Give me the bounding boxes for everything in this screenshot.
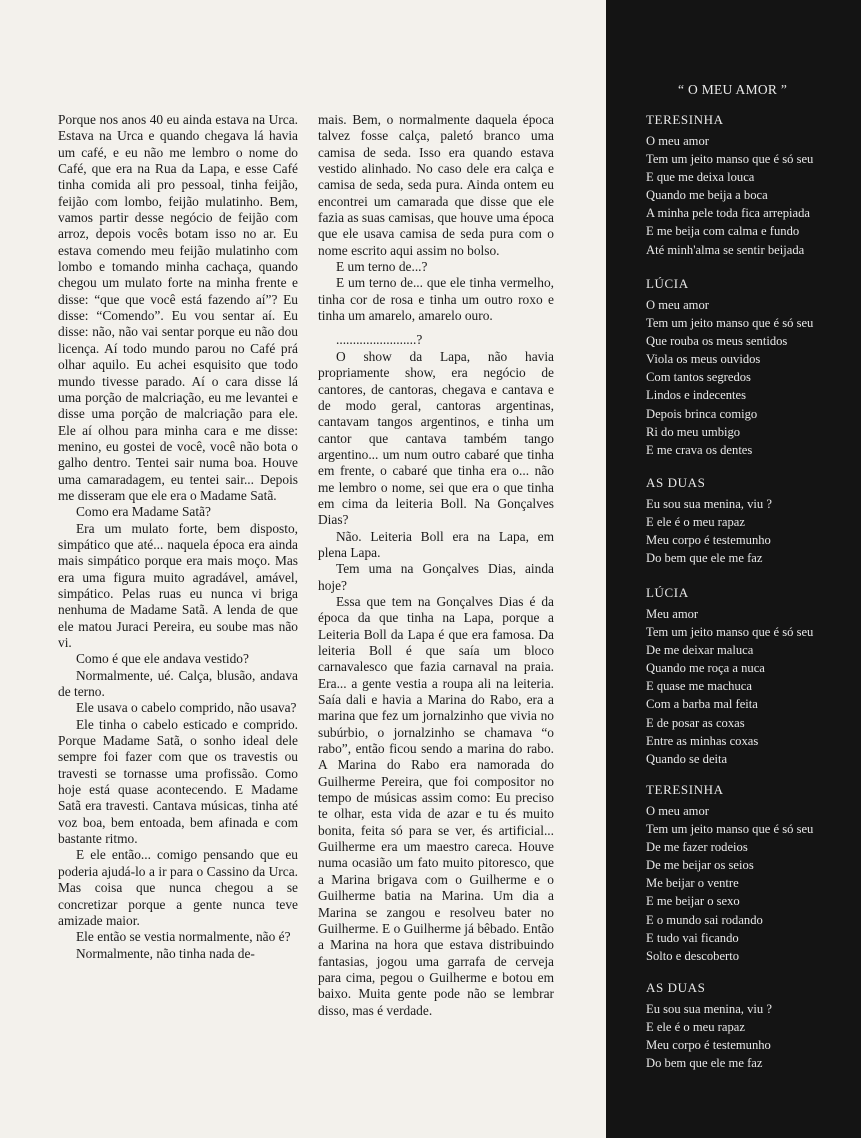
lyric-line: E o mundo sai rodando <box>646 912 763 927</box>
lyric-line: Do bem que ele me faz <box>646 551 763 566</box>
paragraph: E um terno de... que ele tinha vermelho, tinha cor de rosa e tinha um outro roxo e tinha um amarelo, amarelo ouro. <box>318 275 554 324</box>
article-column-middle <box>318 112 554 1019</box>
paragraph: mais. Bem, o normalmente daquela época talvez fosse calça, paletó branco uma camisa de seda. Isso era quando estava vestido alinhado. No caso dele era calça e camisa de seda, seda pura. Ainda ontem eu encontrei um camarada que disse que ele fazia as suas camisas, que houve uma época que ele usava camisa de seda pura com o nome escrito aqui assim no bolso. <box>318 112 554 258</box>
lyric-line: De me fazer rodeios <box>646 840 748 855</box>
paragraph: ........................? <box>336 332 423 348</box>
paragraph: Como era Madame Satã? <box>76 504 211 520</box>
lyric-line: Até minh'alma se sentir beijada <box>646 242 805 257</box>
paragraph: Normalmente, não tinha nada de- <box>76 945 255 961</box>
lyric-line: E me beijar o sexo <box>646 894 740 909</box>
stanza <box>646 585 858 768</box>
stanza <box>646 475 858 567</box>
lyric-line: Tem um jeito manso que é só seu <box>646 152 814 167</box>
paragraph: Ele usava o cabelo comprido, não usava? <box>76 700 297 716</box>
lyric-line: E tudo vai ficando <box>646 930 739 945</box>
lyric-line: Que rouba os meus sentidos <box>646 334 788 349</box>
lyric-line: Quando se deita <box>646 751 728 766</box>
lyric-line: E ele é o meu rapaz <box>646 1020 745 1035</box>
lyric-line: O meu amor <box>646 134 709 148</box>
lyric-line: Do bem que ele me faz <box>646 1056 763 1071</box>
singer-name: TERESINHA <box>646 112 724 127</box>
singer-name: LÚCIA <box>646 276 689 291</box>
lyric-line: E quase me machuca <box>646 679 752 694</box>
lyric-line: Ri do meu umbigo <box>646 424 741 439</box>
lyric-line: Meu corpo é testemunho <box>646 1038 771 1053</box>
lyric-line: Tem um jeito manso que é só seu <box>646 822 814 837</box>
paragraph: E ele então... comigo pensando que eu poderia ajudá-lo a ir para o Cassino da Urca. Mas coisa que nunca chegou a se concretizar porque a gente nunca teve amizade maior. <box>58 847 298 928</box>
lyric-line: E me crava os dentes <box>646 442 753 457</box>
lyric-line: Depois brinca comigo <box>646 406 758 421</box>
stanza <box>646 112 858 259</box>
stanza <box>646 276 858 459</box>
stanza <box>646 782 858 965</box>
lyric-line: Quando me beija a boca <box>646 188 768 203</box>
lyric-line: E ele é o meu rapaz <box>646 515 745 530</box>
paragraph: Ele tinha o cabelo esticado e comprido. Porque Madame Satã, o sonho ideal dele sempre foi fazer com que os travestis ou travesti se tornasse uma profissão. Como hoje está quase acontecendo. E Madame Satã era travesti. Cantava músicas, tinha até voz boa, bem entoada, bem afinada e com bastante ritmo. <box>58 716 298 847</box>
singer-name: AS DUAS <box>646 475 706 490</box>
lyric-line: Com a barba mal feita <box>646 697 758 712</box>
lyric-line: Meu amor <box>646 607 699 621</box>
lyric-line: Me beijar o ventre <box>646 876 739 891</box>
singer-name: TERESINHA <box>646 782 724 797</box>
lyric-line: Tem um jeito manso que é só seu <box>646 625 814 640</box>
lyric-line: Meu corpo é testemunho <box>646 533 771 548</box>
lyric-line: E me beija com calma e fundo <box>646 224 800 239</box>
lyric-line: A minha pele toda fica arrepiada <box>646 206 810 221</box>
lyric-line: Eu sou sua menina, viu ? <box>646 1002 772 1016</box>
lyric-line: Com tantos segredos <box>646 370 751 385</box>
paragraph: Tem uma na Gonçalves Dias, ainda hoje? <box>318 561 554 593</box>
paragraph: Porque nos anos 40 eu ainda estava na Urca. Estava na Urca e quando chegava lá havia um café, e eu não me lembro o nome do Café, que era na Rua da Lapa, e esse Café tinha comida ali pro pessoal, tinha feijão, feijão com lombo, feijão mulatinho. Bem, vamos partir desse negócio de feijão com arroz, depois vocês botam isso no ar. Eu estava comendo meu feijão mulatinho com lombo e tomando minha cachaça, quando chegou um mulato forte na minha frente e disse: “que que você está fazendo aí”? Eu disse: “Comendo”. Eu vou sentar aí. Eu disse: não, não vai sentar porque eu não dou licença. Aí todo mundo parou no Café prá olhar aquilo. Eu achei esquisito que todo mundo tivesse parado. Aí o cara disse lá uma porção de malcriação, eu me levantei e disse uma porção de malcriação para ele. Ele aí olhou para minha cara e me disse: menino, eu gostei de você, você não bota o galho dentro. Tentei sair numa boa. Houve uma camaradagem, eu tentei sair... Depois me disseram que ele era o Madame Satã. <box>58 112 298 503</box>
paragraph: Era um mulato forte, bem disposto, simpático que até... naquela época era ainda mais simpático porque era mais moço. Mas era uma figura muito agradável, amável, simpático. Pelas ruas eu nunca vi briga nenhuma de Madame Satã. A lenda de que ele matou Juraci Pereira, eu soube mas não vi. <box>58 520 298 650</box>
song-title: “ O MEU AMOR ” <box>678 82 788 97</box>
paragraph: Essa que tem na Gonçalves Dias é da época da que tinha na Lapa, porque a Leiteria Boll da Lapa é que era famosa. Da leiteria Boll é que saía um bloco carnavalesco que fazia carnaval na praia. Era... a gente vestia a roupa ali na leiteria. Saía dali e havia a Marina do Rabo, era a marina que fez um jornalzinho que vivia no subúrbio, o jornalzinho se chamava “o rabo”, então ficou sendo a marina do rabo. A Marina do Rabo era namorada do Guilherme Pereira, que foi compositor no tempo de músicas assim como: Eu preciso te olhar, esta vida de azar e tu és muito bonita, feita só para se ver, és artificial... Guilherme era um maestro careca. Houve numa ocasião um fato muito pitoresco, que a Marina brigava com o Guilherme e o Guilherme batia na Marina. Um dia a Marina se zangou e resolveu bater no Guilherme. E o Guilherme já bêbado. Então a Marina na hora que estava distribuindo fantasias, jogou uma garrafa de cerveja para cima, pegou o Guilherme e botou em baixo. Muita gente pode não se lembrar disso, mas é verdade. <box>318 593 554 1018</box>
paragraph: E um terno de...? <box>336 259 428 275</box>
paragraph: Ele então se vestia normalmente, não é? <box>76 929 291 945</box>
lyric-line: E que me deixa louca <box>646 170 755 185</box>
lyric-line: Tem um jeito manso que é só seu <box>646 316 814 331</box>
lyric-line: E de posar as coxas <box>646 715 745 730</box>
lyric-line: Quando me roça a nuca <box>646 661 765 676</box>
stanza <box>646 980 858 1072</box>
song-lyrics-panel <box>606 0 861 1138</box>
paragraph: Normalmente, ué. Calça, blusão, andava de terno. <box>58 667 298 700</box>
paragraph: O show da Lapa, não havia propriamente show, era negócio de cantores, de cantoras, chegava e cantava e de modo geral, cantoras argentinas, cantavam tangos argentinos, e tinha um cantor que cantava também tango argentino... um num outro cabaré que tinha em frente, o cabaré que tinha era o... não me lembro o nome, sei que era o que tinha em cima da leiteria Boll. Na Gonçalves Dias? <box>318 348 554 528</box>
lyric-line: Entre as minhas coxas <box>646 733 759 748</box>
lyric-line: De me beijar os seios <box>646 858 754 873</box>
lyric-line: Lindos e indecentes <box>646 388 747 403</box>
lyric-line: O meu amor <box>646 298 709 312</box>
lyric-line: Solto e descoberto <box>646 948 740 963</box>
lyric-line: De me deixar maluca <box>646 643 754 658</box>
paragraph: Não. Leiteria Boll era na Lapa, em plena Lapa. <box>318 528 554 560</box>
paragraph: Como é que ele andava vestido? <box>76 651 249 667</box>
singer-name: LÚCIA <box>646 585 689 600</box>
lyric-line: Eu sou sua menina, viu ? <box>646 497 772 511</box>
article-column-left <box>58 112 298 962</box>
lyric-line: Viola os meus ouvidos <box>646 352 761 367</box>
lyric-line: O meu amor <box>646 804 709 818</box>
singer-name: AS DUAS <box>646 980 706 995</box>
